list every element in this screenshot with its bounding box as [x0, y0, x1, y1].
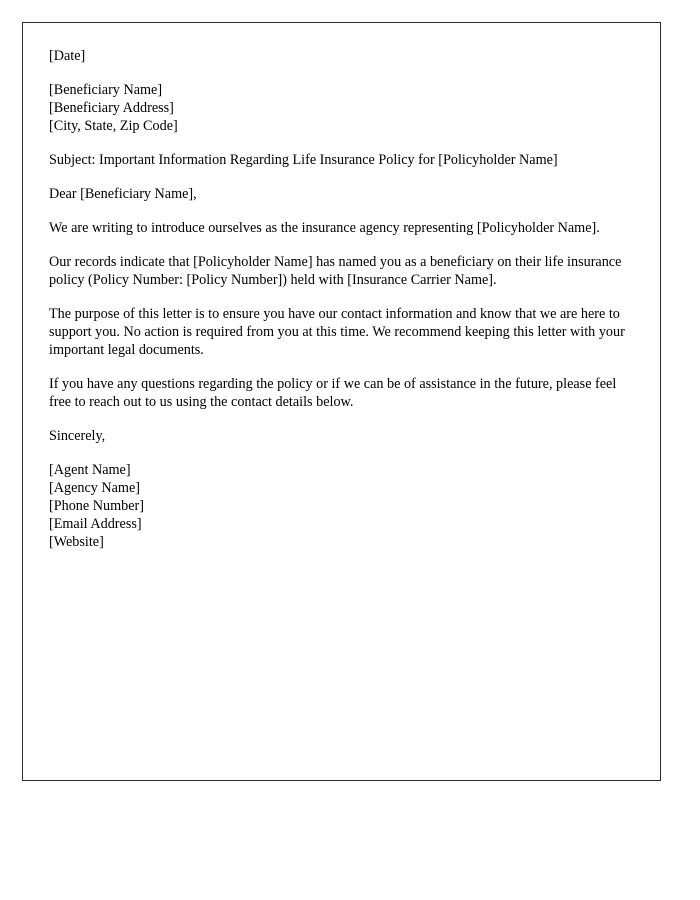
salutation-block [49, 185, 632, 203]
body-paragraph-4: If you have any questions regarding the policy or if we can be of assistance in the future, please feel free to reach out to us using the contact details below. [49, 376, 617, 410]
document-page-border [22, 22, 661, 781]
closing-line: Sincerely, [49, 428, 106, 444]
recipient-street-line: [Beneficiary Address] [49, 100, 174, 116]
email-address-line: [Email Address] [49, 516, 142, 532]
signature-block [49, 461, 632, 551]
date-line: [Date] [49, 48, 86, 64]
body-paragraph-2: Our records indicate that [Policyholder Name] has named you as a beneficiary on their life insurance policy (Policy Number: [Policy Number]) held with [Insurance Carrier Name]. [49, 254, 622, 288]
website-line: [Website] [49, 534, 104, 550]
recipient-city-state-zip-line: [City, State, Zip Code] [49, 118, 178, 134]
closing-block [49, 427, 632, 445]
recipient-name-line: [Beneficiary Name] [49, 82, 163, 98]
subject-block [49, 151, 632, 169]
agency-name-line: [Agency Name] [49, 480, 140, 496]
body-paragraph-3: The purpose of this letter is to ensure you have our contact information and know that we are here to support you. No action is required from you at this time. We recommend keeping this letter with your important legal documents. [49, 306, 625, 358]
subject-line: Subject: Important Information Regarding Life Insurance Policy for [Policyholder Name] [49, 152, 558, 168]
salutation-line: Dear [Beneficiary Name], [49, 186, 197, 202]
letter-content [49, 47, 632, 551]
body-paragraph-1: We are writing to introduce ourselves as the insurance agency representing [Policyholder Name]. [49, 220, 600, 236]
phone-number-line: [Phone Number] [49, 498, 144, 514]
date-block [49, 47, 632, 65]
recipient-address-block [49, 81, 632, 135]
agent-name-line: [Agent Name] [49, 462, 131, 478]
